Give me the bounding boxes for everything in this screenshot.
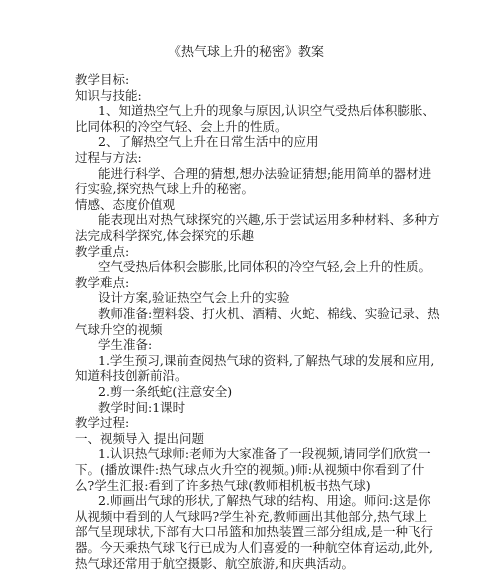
document-line: 知识与技能:	[75, 87, 142, 103]
document-line: 过程与方法:	[75, 150, 142, 165]
document-line: 学生准备:	[98, 337, 153, 353]
document-line: 1、知道热空气上升的现象与原因,认识空气受热后体积膨胀、	[98, 103, 435, 119]
document-line: 从视频中看到的人气球吗?学生补充,教师画出其他部分,热气球上	[75, 508, 428, 524]
document-line: 2.剪一条纸蛇(注意安全)	[98, 384, 233, 399]
document-line: 教学过程:	[75, 415, 130, 431]
document-line: 下。(播放课件:热气球点火升空的视频。)师:从视频中你看到了什	[75, 462, 425, 477]
document-line: 2.师画出气球的形状,了解热气球的结构、用途。师问:这是你	[98, 493, 431, 509]
document-line: 部气呈现球状,下部有大口吊篮和加热装置三部分组成,是一种飞行	[75, 524, 433, 540]
document-line: 器。今天乘热气球飞行已成为人们喜爱的一种航空体育运动,此外,	[75, 540, 433, 555]
document-line: 气球升空的视频	[75, 321, 163, 337]
document-line: 教师准备:塑料袋、打火机、酒精、火蛇、棉线、实验记录、热	[98, 306, 440, 321]
document-line: 设计方案,验证热空气会上升的实验	[98, 290, 290, 306]
document-line: 教学目标:	[75, 72, 130, 87]
document-line: 教学时间:1课时	[98, 399, 186, 415]
document-line: 能表现出对热气球探究的兴趣,乐于尝试运用多种材料、多种方	[98, 212, 440, 228]
document-line: 教学重点:	[75, 243, 130, 259]
document-line: 教学难点:	[75, 274, 130, 290]
document-line: 空气受热后体积会膨胀,比同体积的冷空气轻,会上升的性质。	[98, 259, 431, 275]
document-line: 1.学生预习,课前查阅热气球的资料,了解热气球的发展和应用,	[98, 352, 435, 368]
document-line: 2、了解热空气上升在日常生活中的应用	[98, 134, 319, 150]
document-line: 情感、态度价值观	[75, 196, 176, 212]
document-line: 么?学生汇报:看到了许多热气球(教师相机板书热气球)	[75, 477, 371, 493]
document-line: 热气球还常用于航空摄影、航空旅游,和庆典活动。	[75, 555, 354, 571]
document-line: 比同体积的冷空气轻、会上升的性质。	[75, 118, 288, 134]
document-line: 法完成科学探究,体会探究的乐趣	[75, 228, 254, 243]
document-title: 《热气球上升的秘密》教案	[168, 45, 325, 60]
document-line: 一、视频导入 提出问题	[75, 430, 204, 446]
document-line: 能进行科学、合理的猜想,想办法验证猜想;能用简单的器材进	[98, 165, 432, 181]
document-line: 1.认识热气球师:老师为大家准备了一段视频,请同学们欣赏一	[98, 446, 431, 462]
document-line: 知道科技创新前沿。	[75, 368, 188, 384]
document-line: 行实验,探究热气球上升的秘密。	[75, 181, 254, 197]
